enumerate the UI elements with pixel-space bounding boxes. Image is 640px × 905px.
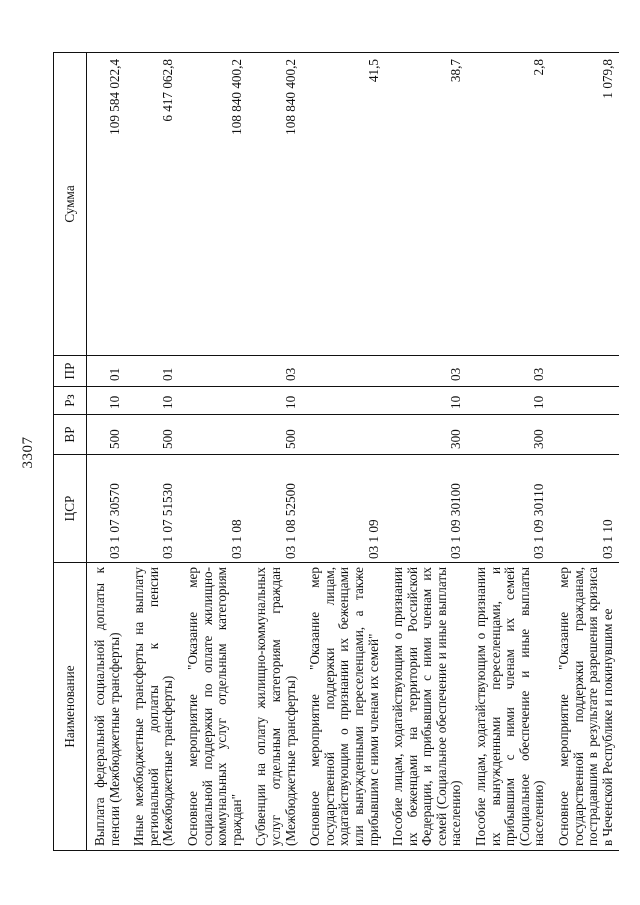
row-name: Основное мероприятие "Оказание мер государственной поддержки гражданам, пострадавшим в результате разрешения кризиса в Чеченской Республике и покинувшим ее <box>551 563 619 851</box>
row-sum: 38,7 <box>385 53 468 356</box>
row-vr <box>551 415 619 455</box>
row-rz: 10 <box>87 387 127 415</box>
row-rz <box>302 387 385 415</box>
row-rz: 10 <box>248 387 302 415</box>
row-csr: 03 1 07 51530 <box>126 455 180 563</box>
row-csr: 03 1 09 30100 <box>385 455 468 563</box>
row-vr <box>180 415 248 455</box>
row-pr: 01 <box>126 356 180 387</box>
row-sum: 109 584 022,4 <box>87 53 127 356</box>
row-sum: 1 079,8 <box>551 53 619 356</box>
row-csr: 03 1 08 <box>180 455 248 563</box>
row-name: Основное мероприятие "Оказание мер социальной поддержки по оплате жилищно-коммунальных услуг отдельным категориям граждан" <box>180 563 248 851</box>
row-sum: 41,5 <box>302 53 385 356</box>
row-vr: 500 <box>248 415 302 455</box>
row-rz <box>551 387 619 415</box>
row-rz <box>180 387 248 415</box>
table-row <box>248 53 302 851</box>
row-name: Выплата федеральной социальной доплаты к пенсии (Межбюджетные трансферты) <box>87 563 127 851</box>
row-csr: 03 1 09 <box>302 455 385 563</box>
row-name: Пособие лицам, ходатайствующим о признании их вынужденными переселенцами, и прибывшим с ними членам их семей (Социальное обеспечение и иные выплаты населению) <box>468 563 551 851</box>
header-sum: Сумма <box>54 53 87 356</box>
row-pr <box>180 356 248 387</box>
table-row <box>302 53 385 851</box>
row-rz: 10 <box>385 387 468 415</box>
row-vr: 500 <box>87 415 127 455</box>
table-row <box>87 53 127 851</box>
row-pr: 01 <box>87 356 127 387</box>
table-row <box>468 53 551 851</box>
row-sum: 108 840 400,2 <box>180 53 248 356</box>
page-number: 3307 <box>20 436 36 469</box>
row-pr: 03 <box>385 356 468 387</box>
row-pr <box>551 356 619 387</box>
row-sum: 108 840 400,2 <box>248 53 302 356</box>
row-pr: 03 <box>248 356 302 387</box>
row-vr: 300 <box>385 415 468 455</box>
table-row <box>126 53 180 851</box>
row-rz: 10 <box>468 387 551 415</box>
row-csr: 03 1 09 30110 <box>468 455 551 563</box>
row-rz: 10 <box>126 387 180 415</box>
row-csr: 03 1 10 <box>551 455 619 563</box>
row-name: Пособие лицам, ходатайствующим о признании их беженцами на территории Российской Федерации, и прибывшим с ними членам их семей (Социальное обеспечение и иные выплаты населению) <box>385 563 468 851</box>
row-vr <box>302 415 385 455</box>
table-header-row <box>54 53 87 851</box>
budget-table <box>53 52 619 851</box>
row-sum: 2,8 <box>468 53 551 356</box>
table-row <box>551 53 619 851</box>
header-name: Наименование <box>54 563 87 851</box>
header-pr: ПР <box>54 356 87 387</box>
row-csr: 03 1 07 30570 <box>87 455 127 563</box>
row-sum: 6 417 062,8 <box>126 53 180 356</box>
table-row <box>180 53 248 851</box>
row-vr: 300 <box>468 415 551 455</box>
header-csr: ЦСР <box>54 455 87 563</box>
header-vr: ВР <box>54 415 87 455</box>
row-pr <box>302 356 385 387</box>
row-name: Основное мероприятие "Оказание мер государственной поддержки лицам, ходатайствующим о признании их беженцами или вынужденными переселенцами, а также прибывшим с ними членам их семей" <box>302 563 385 851</box>
row-pr: 03 <box>468 356 551 387</box>
table-row <box>385 53 468 851</box>
row-name: Субвенции на оплату жилищно-коммунальных услуг отдельным категориям граждан (Межбюджетные трансферты) <box>248 563 302 851</box>
row-name: Иные межбюджетные трансферты на выплату региональной доплаты к пенсии (Межбюджетные трансферты) <box>126 563 180 851</box>
row-csr: 03 1 08 52500 <box>248 455 302 563</box>
header-rz: Рз <box>54 387 87 415</box>
row-vr: 500 <box>126 415 180 455</box>
